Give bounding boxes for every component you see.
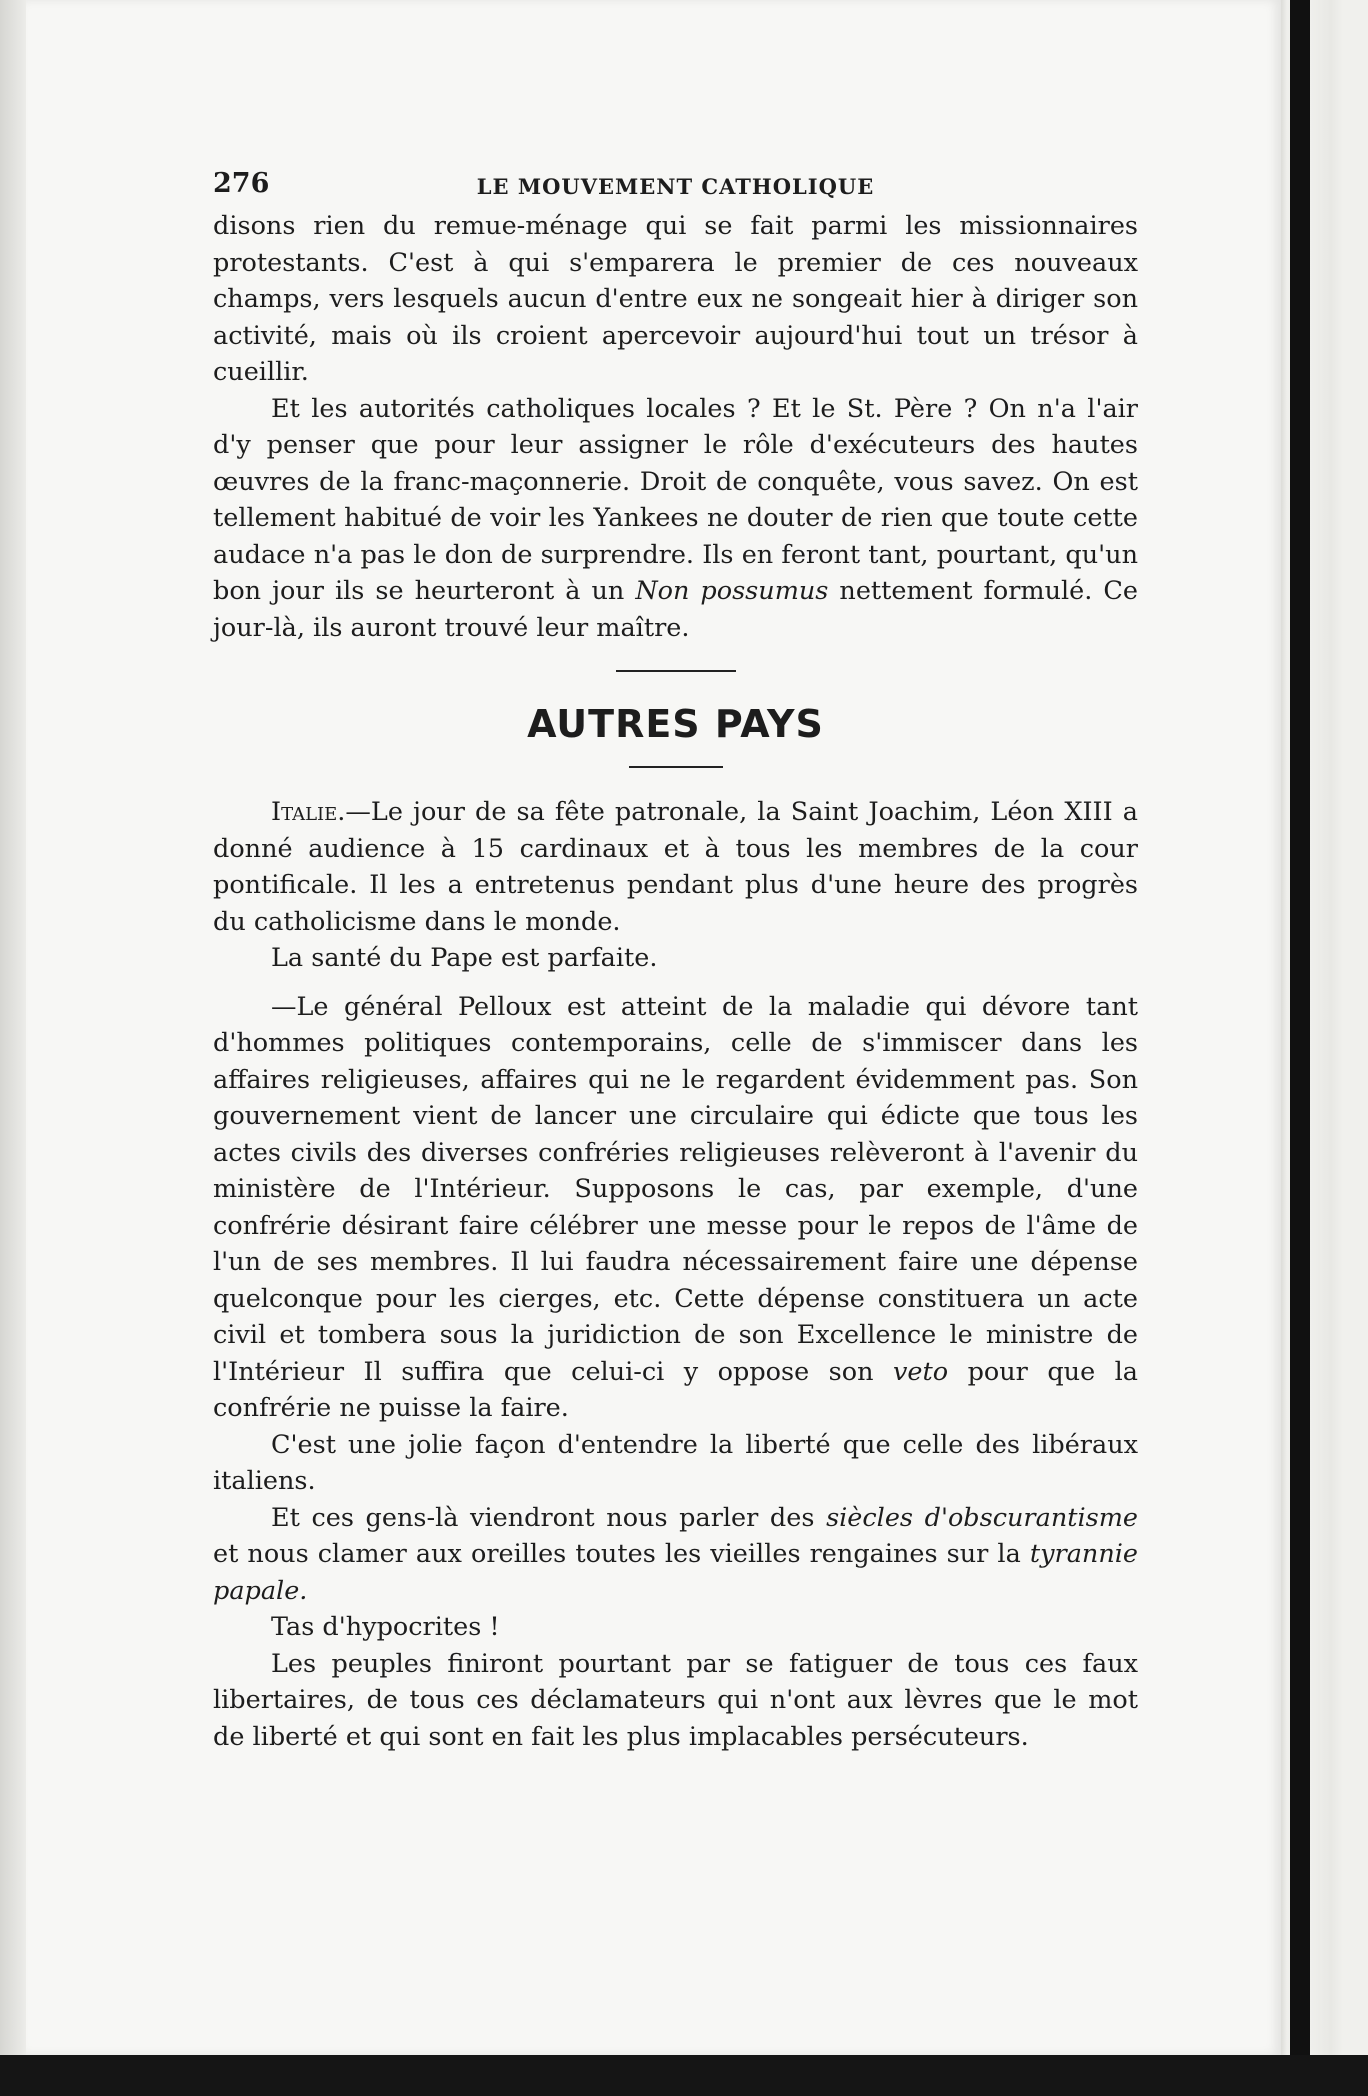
paragraph-hypocrites: Tas d'hypocrites ! — [271, 1612, 500, 1642]
italic-run: veto — [893, 1356, 949, 1387]
paragraph-autorites — [213, 391, 1138, 647]
page-number: 276 — [213, 168, 270, 199]
binding-shadow — [1290, 0, 1310, 2096]
text-run: Et les autorités catholiques locales ? Et le St. Père ? On n'a l'air d'y penser que pour leur assigner le rôle d'exécuteurs des hautes œuvres de la franc-maçonnerie. Droit de conquête, vous savez. On est tellement habitué de voir les Yankees ne douter de rien que toute cette audace n'a pas le don de surprendre. Ils en feront tant, pourtant, qu'un bon jour ils se heurteront à un — [213, 393, 1138, 606]
text-run: Et ces gens-là viendront nous parler des — [271, 1502, 827, 1533]
scan-bottom-border — [0, 2055, 1368, 2096]
section-heading: AUTRES PAYS — [527, 702, 824, 746]
section-rule-top — [616, 670, 736, 672]
paragraph-pelloux — [213, 989, 1138, 1427]
page-text-block — [213, 168, 1138, 1755]
left-page-edge — [0, 0, 26, 2096]
text-run: —Le jour de sa fête patronale, la Saint Joachim, Léon XIII a donné audience à 15 cardinaux et à tous les membres de la cour pontificale. Il les a entretenus pendant plus d'une heure des progrès du catholicisme dans le monde. — [213, 797, 1138, 937]
italic-run: siècles d'obscurantisme — [826, 1502, 1138, 1533]
paragraph-sante: La santé du Pape est parfaite. — [271, 943, 658, 973]
section-rule-bottom — [629, 766, 723, 768]
running-title: LE MOUVEMENT CATHOLIQUE — [476, 174, 875, 199]
paragraph-liberaux: C'est une jolie façon d'entendre la liberté que celle des libéraux italiens. — [213, 1429, 1138, 1496]
country-label: Italie. — [271, 797, 346, 827]
text-run: pour que la confrérie ne puisse la faire. — [213, 1356, 1138, 1423]
text-run: —Le général Pelloux est atteint de la maladie qui dévore tant d'hommes politiques contemporains, celle de s'immiscer dans les affaires religieuses, affaires qui ne le regardent évidemment pas. Son gouvernement vient de lancer une circulaire qui édicte que tous les actes civils des diverses confréries religieuses relèveront à l'avenir du ministère de l'Intérieur. Supposons le cas, par exemple, d'une confrérie désirant faire célébrer une messe pour le repos de l'âme de l'un de ses membres. Il lui faudra nécessairement faire une dépense quelconque pour les cierges, etc. Cette dépense constituera un acte civil et tombera sous la juridiction de son Excellence le ministre de l'Intérieur Il suffira que celui-ci y oppose son — [213, 991, 1138, 1387]
text-run: et nous clamer aux oreilles toutes les vieilles rengaines sur la — [213, 1539, 1030, 1569]
paragraph-italie — [213, 794, 1138, 940]
paragraph-gens-la — [213, 1500, 1138, 1610]
running-header — [213, 168, 1138, 208]
italic-run: tyrannie papale. — [213, 1539, 1138, 1606]
text-run: nettement formulé. Ce jour-là, ils auront trouvé leur maître. — [213, 576, 1138, 643]
paragraph-missionnaires: disons rien du remue-ménage qui se fait parmi les missionnaires protestants. C'est à qui s'emparera le premier de ces nouveaux champs, vers lesquels aucun d'entre eux ne songeait hier à diriger son activité, mais où ils croient apercevoir aujourd'hui tout un trésor à cueillir. — [213, 211, 1138, 387]
paragraph-peuples: Les peuples finiront pourtant par se fatiguer de tous ces faux libertaires, de tous ces déclamateurs qui n'ont aux lèvres que le mot de liberté et qui sont en fait les plus implacables persécuteurs. — [213, 1648, 1138, 1752]
italic-run: Non possumus — [635, 576, 829, 606]
